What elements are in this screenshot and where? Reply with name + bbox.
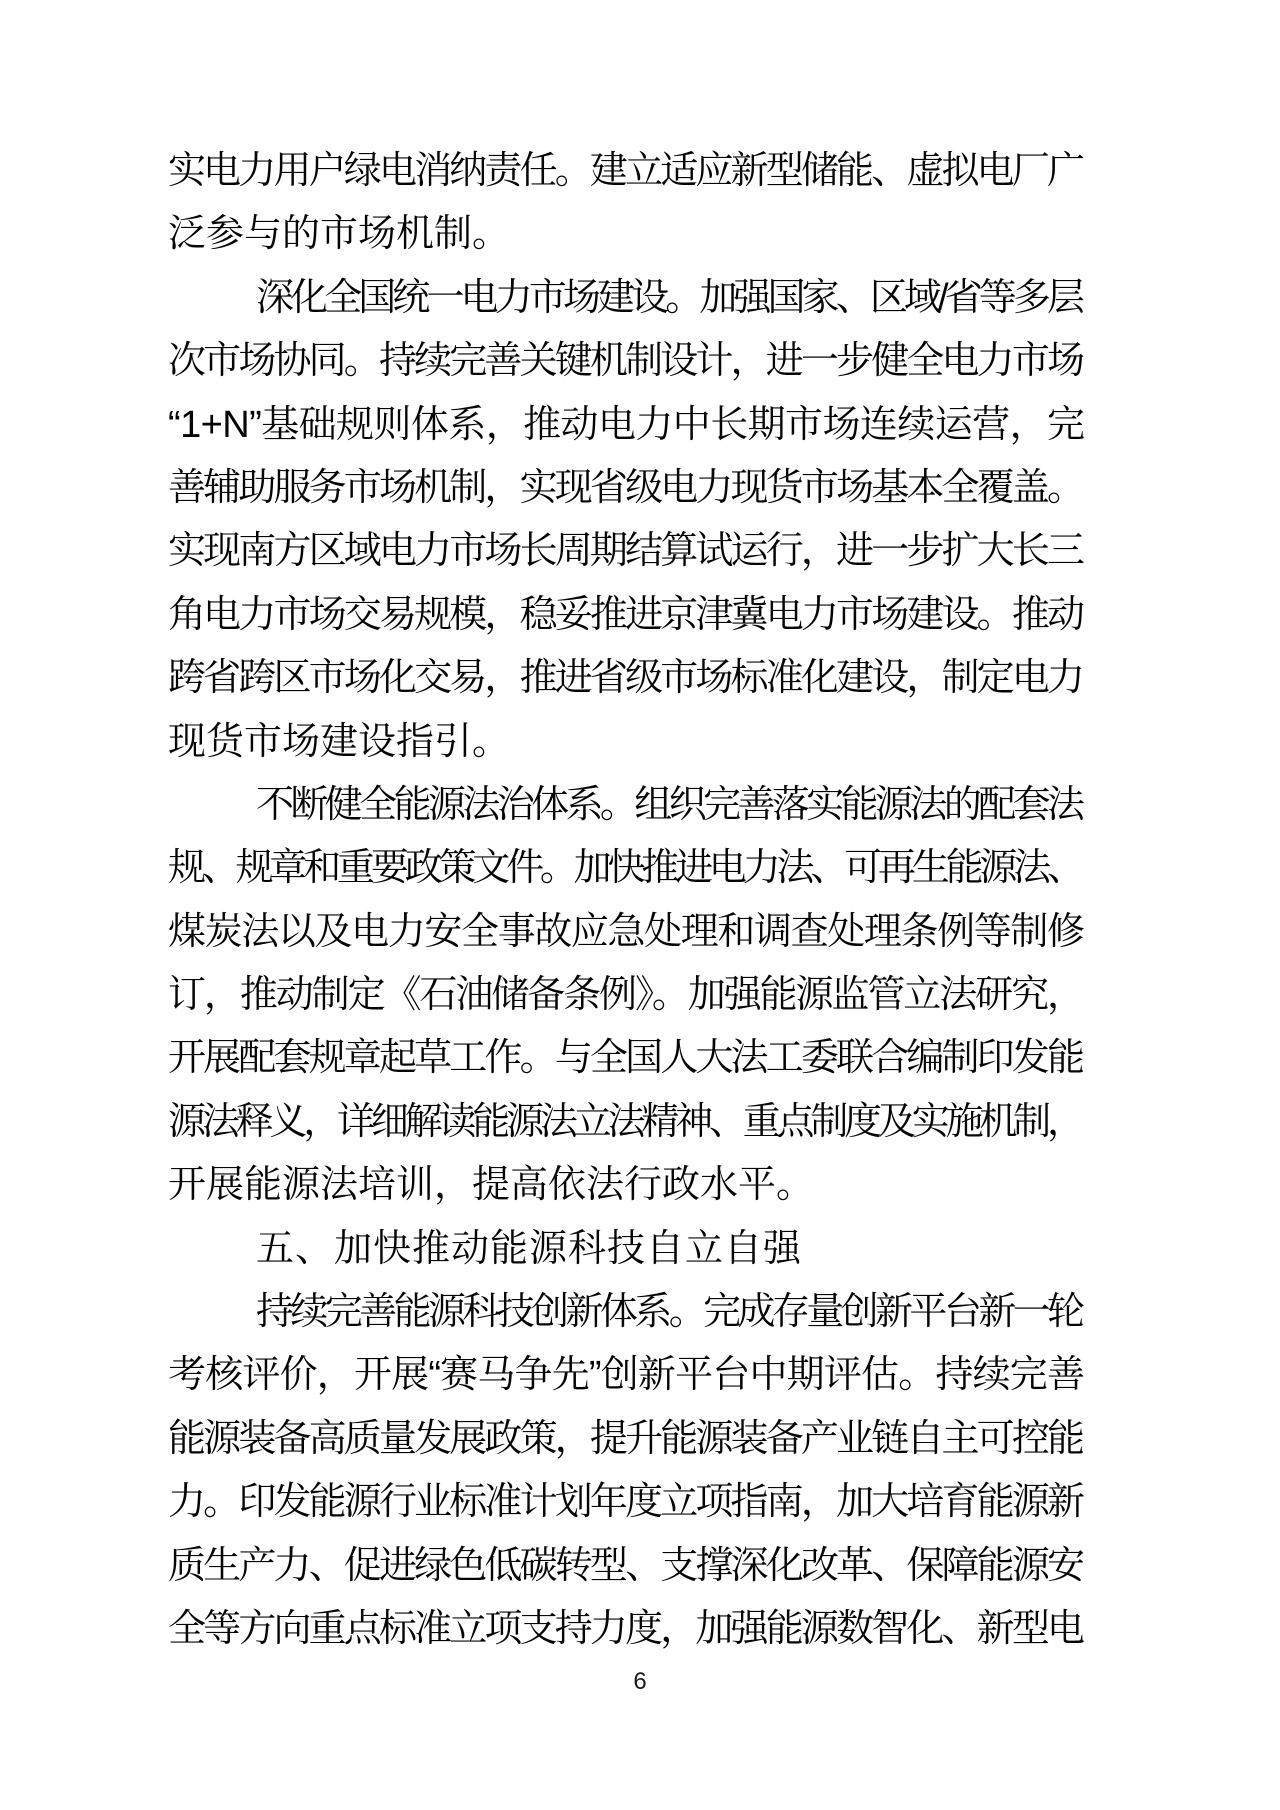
document-body-text xyxy=(168,140,1085,1661)
text-line: 开展能源法培训，提高依法行政水平。 xyxy=(168,1164,815,1207)
text-line: 考核评价，开展“赛马争先”创新平台中期评估。持续完善 xyxy=(168,1354,1085,1397)
text-line: 源法释义，详细解读能源法立法精神、重点制度及实施机制， xyxy=(168,1100,1081,1143)
text-line: 能源装备高质量发展政策，提升能源装备产业链自主可控能 xyxy=(168,1417,1083,1460)
page-footer xyxy=(0,1668,1280,1696)
text-line: 规、规章和重要政策文件。加快推进电力法、可再生能源法、 xyxy=(168,847,1081,890)
text-line: 全等方向重点标准立项支持力度，加强能源数智化、新型电 xyxy=(168,1607,1083,1650)
text-line: 泛参与的市场机制。 xyxy=(168,213,511,256)
text-line: 开展配套规章起草工作。与全国人大法工委联合编制印发能 xyxy=(168,1037,1083,1080)
text-line: 角电力市场交易规模，稳妥推进京津冀电力市场建设。推动 xyxy=(168,593,1083,636)
text-line: 跨省跨区市场化交易，推进省级市场标准化建设，制定电力 xyxy=(168,657,1083,700)
text-line: 持续完善能源科技创新体系。完成存量创新平台新一轮 xyxy=(256,1291,1082,1334)
page-number: 6 xyxy=(633,1668,647,1695)
text-line: 现货市场建设指引。 xyxy=(168,720,511,763)
text-line: 善辅助服务市场机制，实现省级电力现货市场基本全覆盖。 xyxy=(168,466,1083,509)
text-line: 质生产力、促进绿色低碳转型、支撑深化改革、保障能源安 xyxy=(168,1544,1083,1587)
text-line: 订，推动制定《石油储备条例》。加强能源监管立法研究， xyxy=(168,974,1083,1017)
text-line: 不断健全能源法治体系。组织完善落实能源法的配套法 xyxy=(256,783,1082,826)
section-heading: 五、加快推动能源科技自立自强 xyxy=(256,1227,803,1270)
text-line: 煤炭法以及电力安全事故应急处理和调查处理条例等制修 xyxy=(168,910,1084,953)
text-line: 力。印发能源行业标准计划年度立项指南，加大培育能源新 xyxy=(168,1481,1083,1524)
text-line: “1+N”基础规则体系，推动电力中长期市场连续运营，完 xyxy=(168,403,1085,446)
text-line: 深化全国统一电力市场建设。加强国家、区域/省等多层 xyxy=(256,276,1082,319)
text-line: 实现南方区域电力市场长周期结算试运行，进一步扩大长三 xyxy=(168,530,1083,573)
text-line: 实电力用户绿电消纳责任。建立适应新型储能、虚拟电厂广 xyxy=(168,150,1083,192)
text-line: 次市场协同。持续完善关键机制设计，进一步健全电力市场 xyxy=(168,340,1083,383)
